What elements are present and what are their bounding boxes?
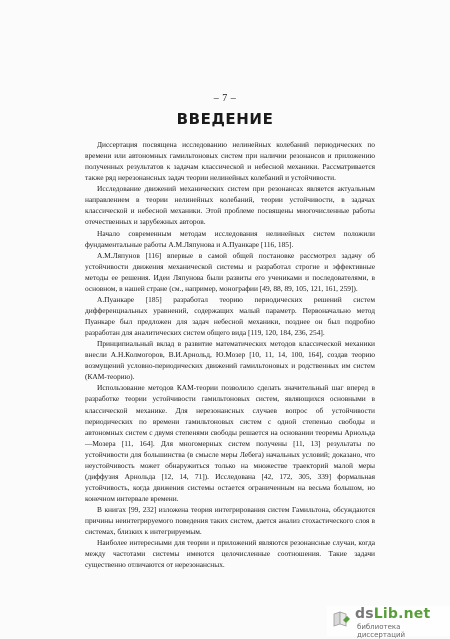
section-title: ВВЕДЕНИЕ bbox=[176, 110, 274, 128]
paragraph: Начало современным методам исследования нелинейных систем положили фундаментальные работы А.М.Ляпунова и А.Пуанкаре [116, 185]. bbox=[85, 228, 375, 249]
paragraph: Исследование движений механических систем при резонансах является актуальным направлением в теории нелинейных колебаний, теории устойчивости, в задачах классической и небесной механики. Этой проблеме посвящены многочисленные работы отечественных и зарубежных авторов. bbox=[85, 184, 375, 227]
dslib-watermark[interactable] bbox=[327, 606, 450, 639]
dslib-logo-icon bbox=[331, 608, 353, 630]
watermark-subtitle: библиотека диссертаций bbox=[357, 623, 406, 639]
paragraph: А.М.Ляпунов [116] впервые в самой общей постановке рассмотрел задачу об устойчивости движения механической системы и разработал строгие и эффективные методы ее решения. Идеи Ляпунова были развиты его учениками и последователями, в основном, в нашей стране (см., например, монографии [49, 88, 89, 105, 121, 161, 259]). bbox=[85, 250, 375, 293]
paragraph: Диссертация посвящена исследованию нелинейных колебаний периодических по времени или автономных гамильтоновых систем при наличии резонансов и приложению полученных результатов к задачам классической и небесной механики. Рассматривается также ряд нерезонансных задач теории нелинейных колебаний и устойчивости. bbox=[85, 140, 375, 183]
watermark-title: dsLib.net bbox=[355, 606, 431, 622]
paragraph: В книгах [99, 232] изложена теория интегрирования систем Гамильтона, обсуждаются причины неинтегрируемого поведения таких систем, дается анализ стохастического слоя в системах, близких к интегрируемым. bbox=[85, 505, 375, 537]
body-text bbox=[85, 139, 375, 570]
paragraph: А.Пуанкаре [185] разработал теорию периодических решений систем дифференциальных уравнений, содержащих малый параметр. Первоначально метод Пуанкаре был предложен для задач небесной механики, позднее он был подробно разработан для аналитических систем общего вида [119, 120, 184, 236, 254]. bbox=[85, 294, 375, 338]
page-number: – 7 – bbox=[213, 93, 237, 104]
paragraph: Использование методов КАМ-теории позволило сделать значительный шаг вперед в разработке теории устойчивости гамильтоновых систем, являющихся основными в классической механике. Для нерезонансных случаев вопрос об устойчивости периодических по времени гамильтоновых систем с одной степенью свободы и автономных систем с двумя степенями свободы решается на основании теоремы Арнольда—Мозера [11, 164]. Для многомерных систем получены [11, 13] результаты по устойчивости для большинства (в смысле меры Лебега) начальных условий; доказано, что неустойчивость может обнаружиться только на множестве траекторий малой меры (диффузия Арнольда [12, 14, 71]). Исследована [42, 172, 305, 339] формальная устойчивость, когда движения системы остается ограниченным на весьма большом, но конечном интервале времени. bbox=[85, 383, 375, 503]
paragraph: Наиболее интересными для теории и приложений являются резонансные случаи, когда между частотами системы имеются целочисленные соотношения. Такие задачи существенно отличаются от нерезонансных. bbox=[85, 538, 375, 570]
paragraph: Принципиальный вклад в развитие математических методов классической механики внесли А.Н.Колмогоров, В.И.Арнольд, Ю.Мозер [10, 11, 14, 100, 164], создав теорию возмущений условно-периодических движений гамильтоновых и родственных им систем (КАМ-теорию). bbox=[85, 339, 375, 382]
